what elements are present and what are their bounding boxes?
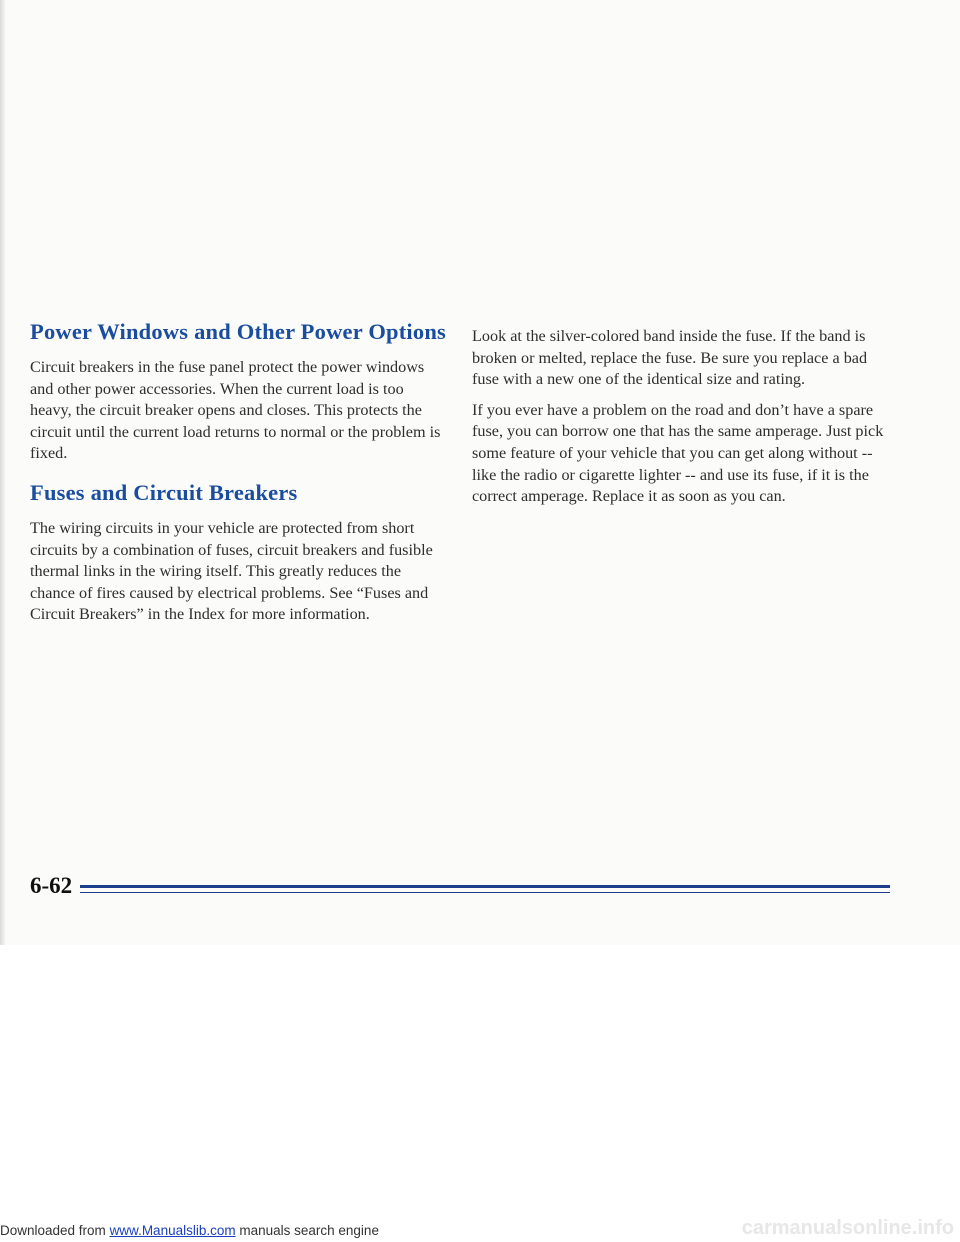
- download-suffix: manuals search engine: [235, 1223, 379, 1238]
- heading-power-windows: Power Windows and Other Power Options: [30, 319, 446, 344]
- page-number: 6-62: [30, 873, 73, 898]
- right-column: [472, 326, 892, 517]
- paragraph-fuses-circuit-breakers: The wiring circuits in your vehicle are protected from short circuits by a combination of fuses, circuit breakers and fusible thermal links in the wiring itself. This greatly reduces the chance of fires caused by electrical problems. See “Fuses and Circuit Breakers” in the Index for more information.: [30, 518, 433, 624]
- page-footer: [0, 868, 960, 908]
- paragraph-spare-fuse: If you ever have a problem on the road and don’t have a spare fuse, you can borrow one that has the same amperage. Just pick some feature of your vehicle that you can get along without -- like the radio or cigarette lighter -- and use its fuse, if it is the correct amperage. Replace it as soon as you can.: [472, 400, 884, 506]
- footer-rule-thick: [80, 885, 890, 888]
- manualslib-link[interactable]: www.Manualslib.com: [109, 1223, 236, 1238]
- watermark-text: carmanualsonline.info: [741, 1217, 954, 1239]
- download-prefix: Downloaded from: [0, 1223, 110, 1238]
- left-column: [30, 318, 445, 635]
- footer-rule-thin: [80, 892, 890, 893]
- paragraph-power-windows: Circuit breakers in the fuse panel protect the power windows and other power accessories. When the current load is too heavy, the circuit breaker opens and closes. This protects the circuit until the current load returns to normal or the problem is fixed.: [30, 358, 441, 463]
- page-edge-shadow: [0, 0, 6, 945]
- download-source-line: [0, 1222, 379, 1240]
- heading-fuses-circuit-breakers: Fuses and Circuit Breakers: [30, 479, 298, 505]
- paragraph-silver-band: Look at the silver-colored band inside the fuse. If the band is broken or melted, replace the fuse. Be sure you replace a bad fuse with a new one of the identical size and rating.: [472, 327, 868, 389]
